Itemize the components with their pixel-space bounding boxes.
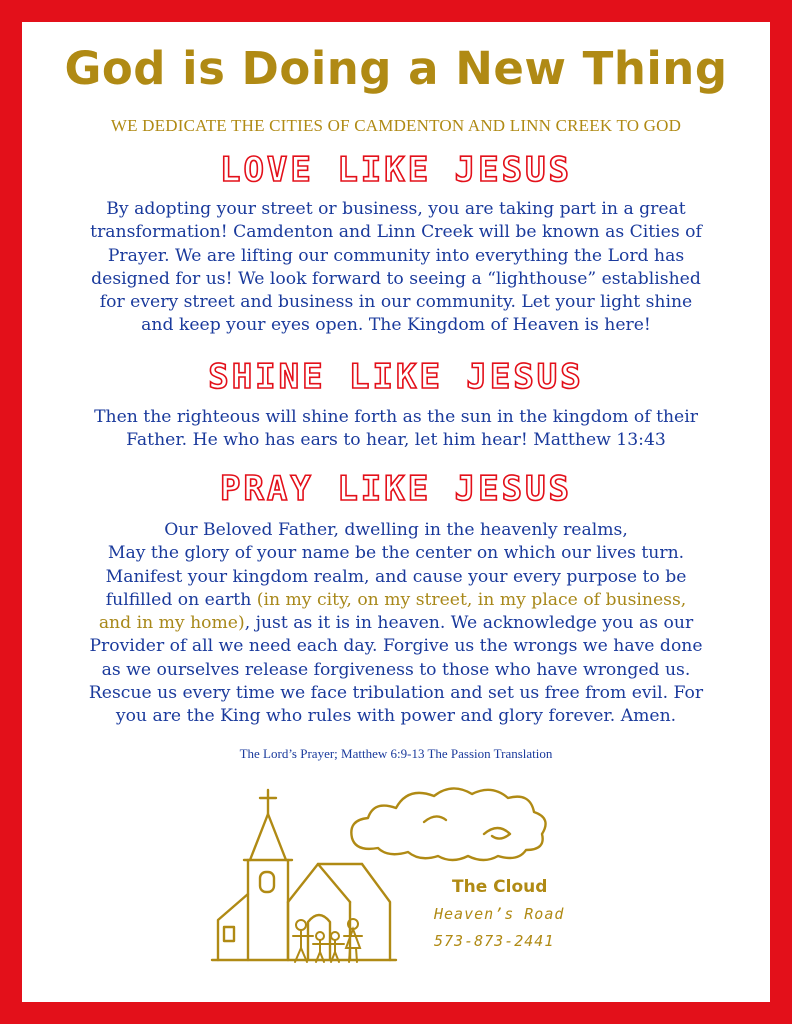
church-family-illustration	[22, 22, 770, 1002]
shine-line: Then the righteous will shine forth as the sun in the kingdom of their	[94, 407, 698, 427]
page-title: God is Doing a New Thing	[64, 42, 728, 95]
prayer-highlight: (in my city, on my street, in my place of business,	[256, 589, 687, 610]
contact-name: The Cloud	[452, 877, 548, 897]
pray-heading: PRAY LIKE JESUS	[219, 469, 573, 509]
shine-line: Father. He who has ears to hear, let him hear! Matthew 13:43	[126, 430, 666, 451]
love-heading: LOVE LIKE JESUS	[219, 150, 573, 190]
prayer-citation: The Lord’s Prayer; Matthew 6:9-13 The Passion Translation	[239, 746, 553, 761]
prayer-text: fulfilled on earth	[105, 589, 257, 610]
prayer-highlight: and in my home)	[98, 613, 245, 634]
love-line: for every street and business in our community. Let your light shine	[99, 292, 693, 313]
prayer-line: Our Beloved Father, dwelling in the heavenly realms,	[164, 520, 628, 540]
family-figures-icon	[293, 919, 362, 962]
love-line: designed for us! We look forward to seeing a “lighthouse” established	[91, 268, 701, 289]
prayer-line: you are the King who rules with power and glory forever. Amen.	[115, 706, 677, 727]
prayer-line: Provider of all we need each day. Forgive us the wrongs we have done	[89, 636, 703, 657]
prayer-line: Rescue us every time we face tribulation and set us free from evil. For	[88, 683, 704, 704]
dedication-subtitle: WE DEDICATE THE CITIES OF CAMDENTON AND LINN CREEK TO GOD	[110, 116, 682, 135]
contact-address: Heaven’s Road	[434, 905, 565, 923]
prayer-text: , just as it is in heaven. We acknowledge you as our	[244, 613, 694, 634]
love-line: and keep your eyes open. The Kingdom of Heaven is here!	[141, 315, 651, 336]
contact-phone: 573-873-2441	[434, 932, 555, 950]
prayer-line: May the glory of your name be the center on which our lives turn.	[107, 543, 685, 564]
shine-heading: SHINE LIKE JESUS	[208, 357, 584, 397]
love-line: Prayer. We are lifting our community into everything the Lord has	[107, 245, 685, 266]
love-line: By adopting your street or business, you are taking part in a great	[106, 199, 686, 219]
love-line: transformation! Camdenton and Linn Creek will be known as Cities of	[90, 222, 702, 243]
cloud-icon	[351, 788, 545, 860]
prayer-line: Manifest your kingdom realm, and cause your every purpose to be	[105, 566, 687, 587]
prayer-line: as we ourselves release forgiveness to those who have wronged us.	[101, 659, 691, 680]
flyer-page	[22, 22, 770, 1002]
